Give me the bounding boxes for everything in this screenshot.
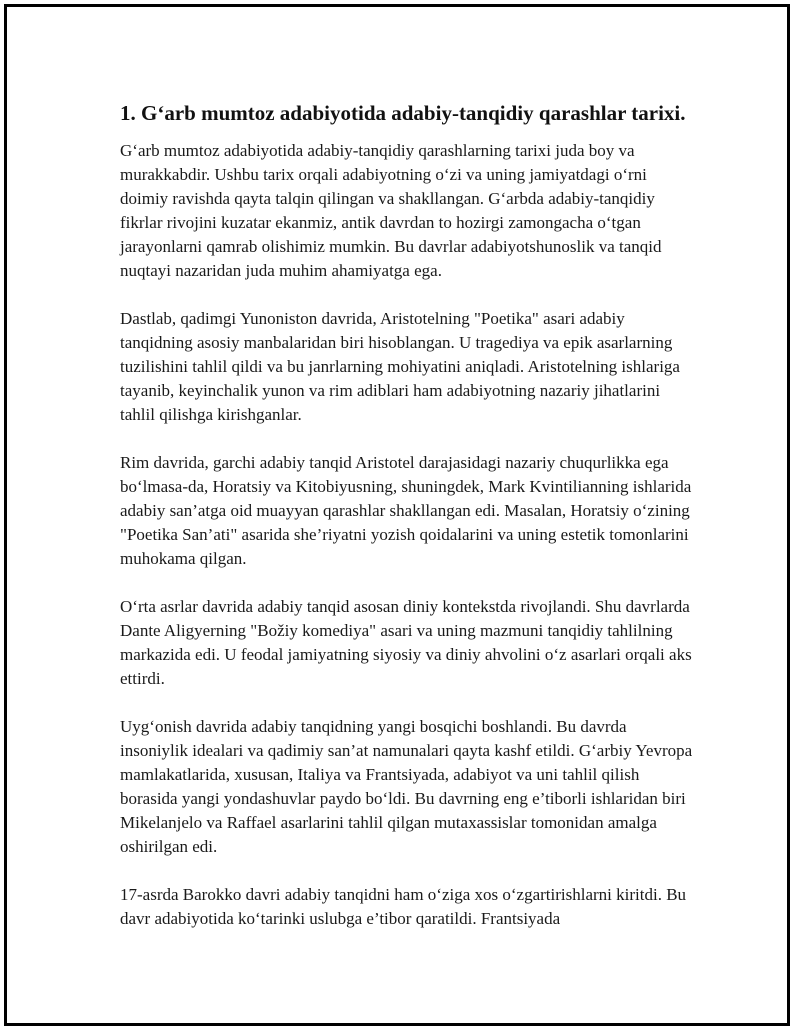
paragraph-5: Uyg‘onish davrida adabiy tanqidning yangi bosqichi boshlandi. Bu davrda insoniylik idealari va qadimiy san’at namunalari qayta kashf etildi. G‘arbiy Yevropa mamlakatlarida, xususan, Italiya va Frantsiyada, adabiyot va uni tahlil qilish borasida yangi yondashuvlar paydo bo‘ldi. Bu davrning eng e’tiborli ishlaridan biri Mikelanjelo va Raffael asarlarini tahlil qilgan mutaxassislar tomonidan amalga oshirilgan edi. [120,717,693,856]
paragraph-2: Dastlab, qadimgi Yunoniston davrida, Aristotelning "Poetika" asari adabiy tanqidning asosiy manbalaridan biri hisoblangan. U tragediya va epik asarlarning tuzilishini tahlil qildi va bu janrlarning mohiyatini aniqladi. Aristotelning ishlariga tayanib, keyinchalik yunon va rim adiblari ham adabiyotning nazariy jihatlarini tahlil qilishga kirishganlar. [120,309,680,424]
paragraph-4: O‘rta asrlar davrida adabiy tanqid asosan diniy kontekstda rivojlandi. Shu davrlarda Dante Aligyerning "Božiy komediya" asari va uning mazmuni tanqidiy tahlilning markazida edi. U feodal jamiyatning siyosiy va diniy ahvolini o‘z asarlari orqali aks ettirdi. [120,597,692,688]
paragraph-1: G‘arb mumtoz adabiyotida adabiy-tanqidiy qarashlarning tarixi juda boy va murakkabdir. Ushbu tarix orqali adabiyotning o‘zi va uning jamiyatdagi o‘rni doimiy ravishda qayta talqin qilingan va shakllangan. G‘arbda adabiy-tanqidiy fikrlar rivojini kuzatar ekanmiz, antik davrdan to hozirgi zamongacha o‘tgan jarayonlarni qamrab olishimiz mumkin. Bu davrlar adabiyotshunoslik va tanqid nuqtayi nazaridan juda muhim ahamiyatga ega. [120,141,662,280]
paragraph-6: 17-asrda Barokko davri adabiy tanqidni ham o‘ziga xos o‘zgartirishlarni kiritdi. Bu davr adabiyotida ko‘tarinki uslubga e’tibor qaratildi. Frantsiyada [120,885,687,928]
paragraph-3: Rim davrida, garchi adabiy tanqid Aristotel darajasidagi nazariy chuqurlikka ega bo‘lmasa-da, Horatsiy va Kitobiyusning, shuningdek, Mark Kvintilianning ishlarida adabiy san’atga oid muayyan qarashlar shakllangan edi. Masalan, Horatsiy o‘zining "Poetika San’ati" asarida she’riyatni yozish qoidalarini va uning estetik tomonlarini muhokama qilgan. [120,453,692,568]
page-frame [4,4,790,1026]
document-body [120,99,695,955]
section-heading: 1. G‘arb mumtoz adabiyotida adabiy-tanqidiy qarashlar tarixi. [120,101,686,125]
